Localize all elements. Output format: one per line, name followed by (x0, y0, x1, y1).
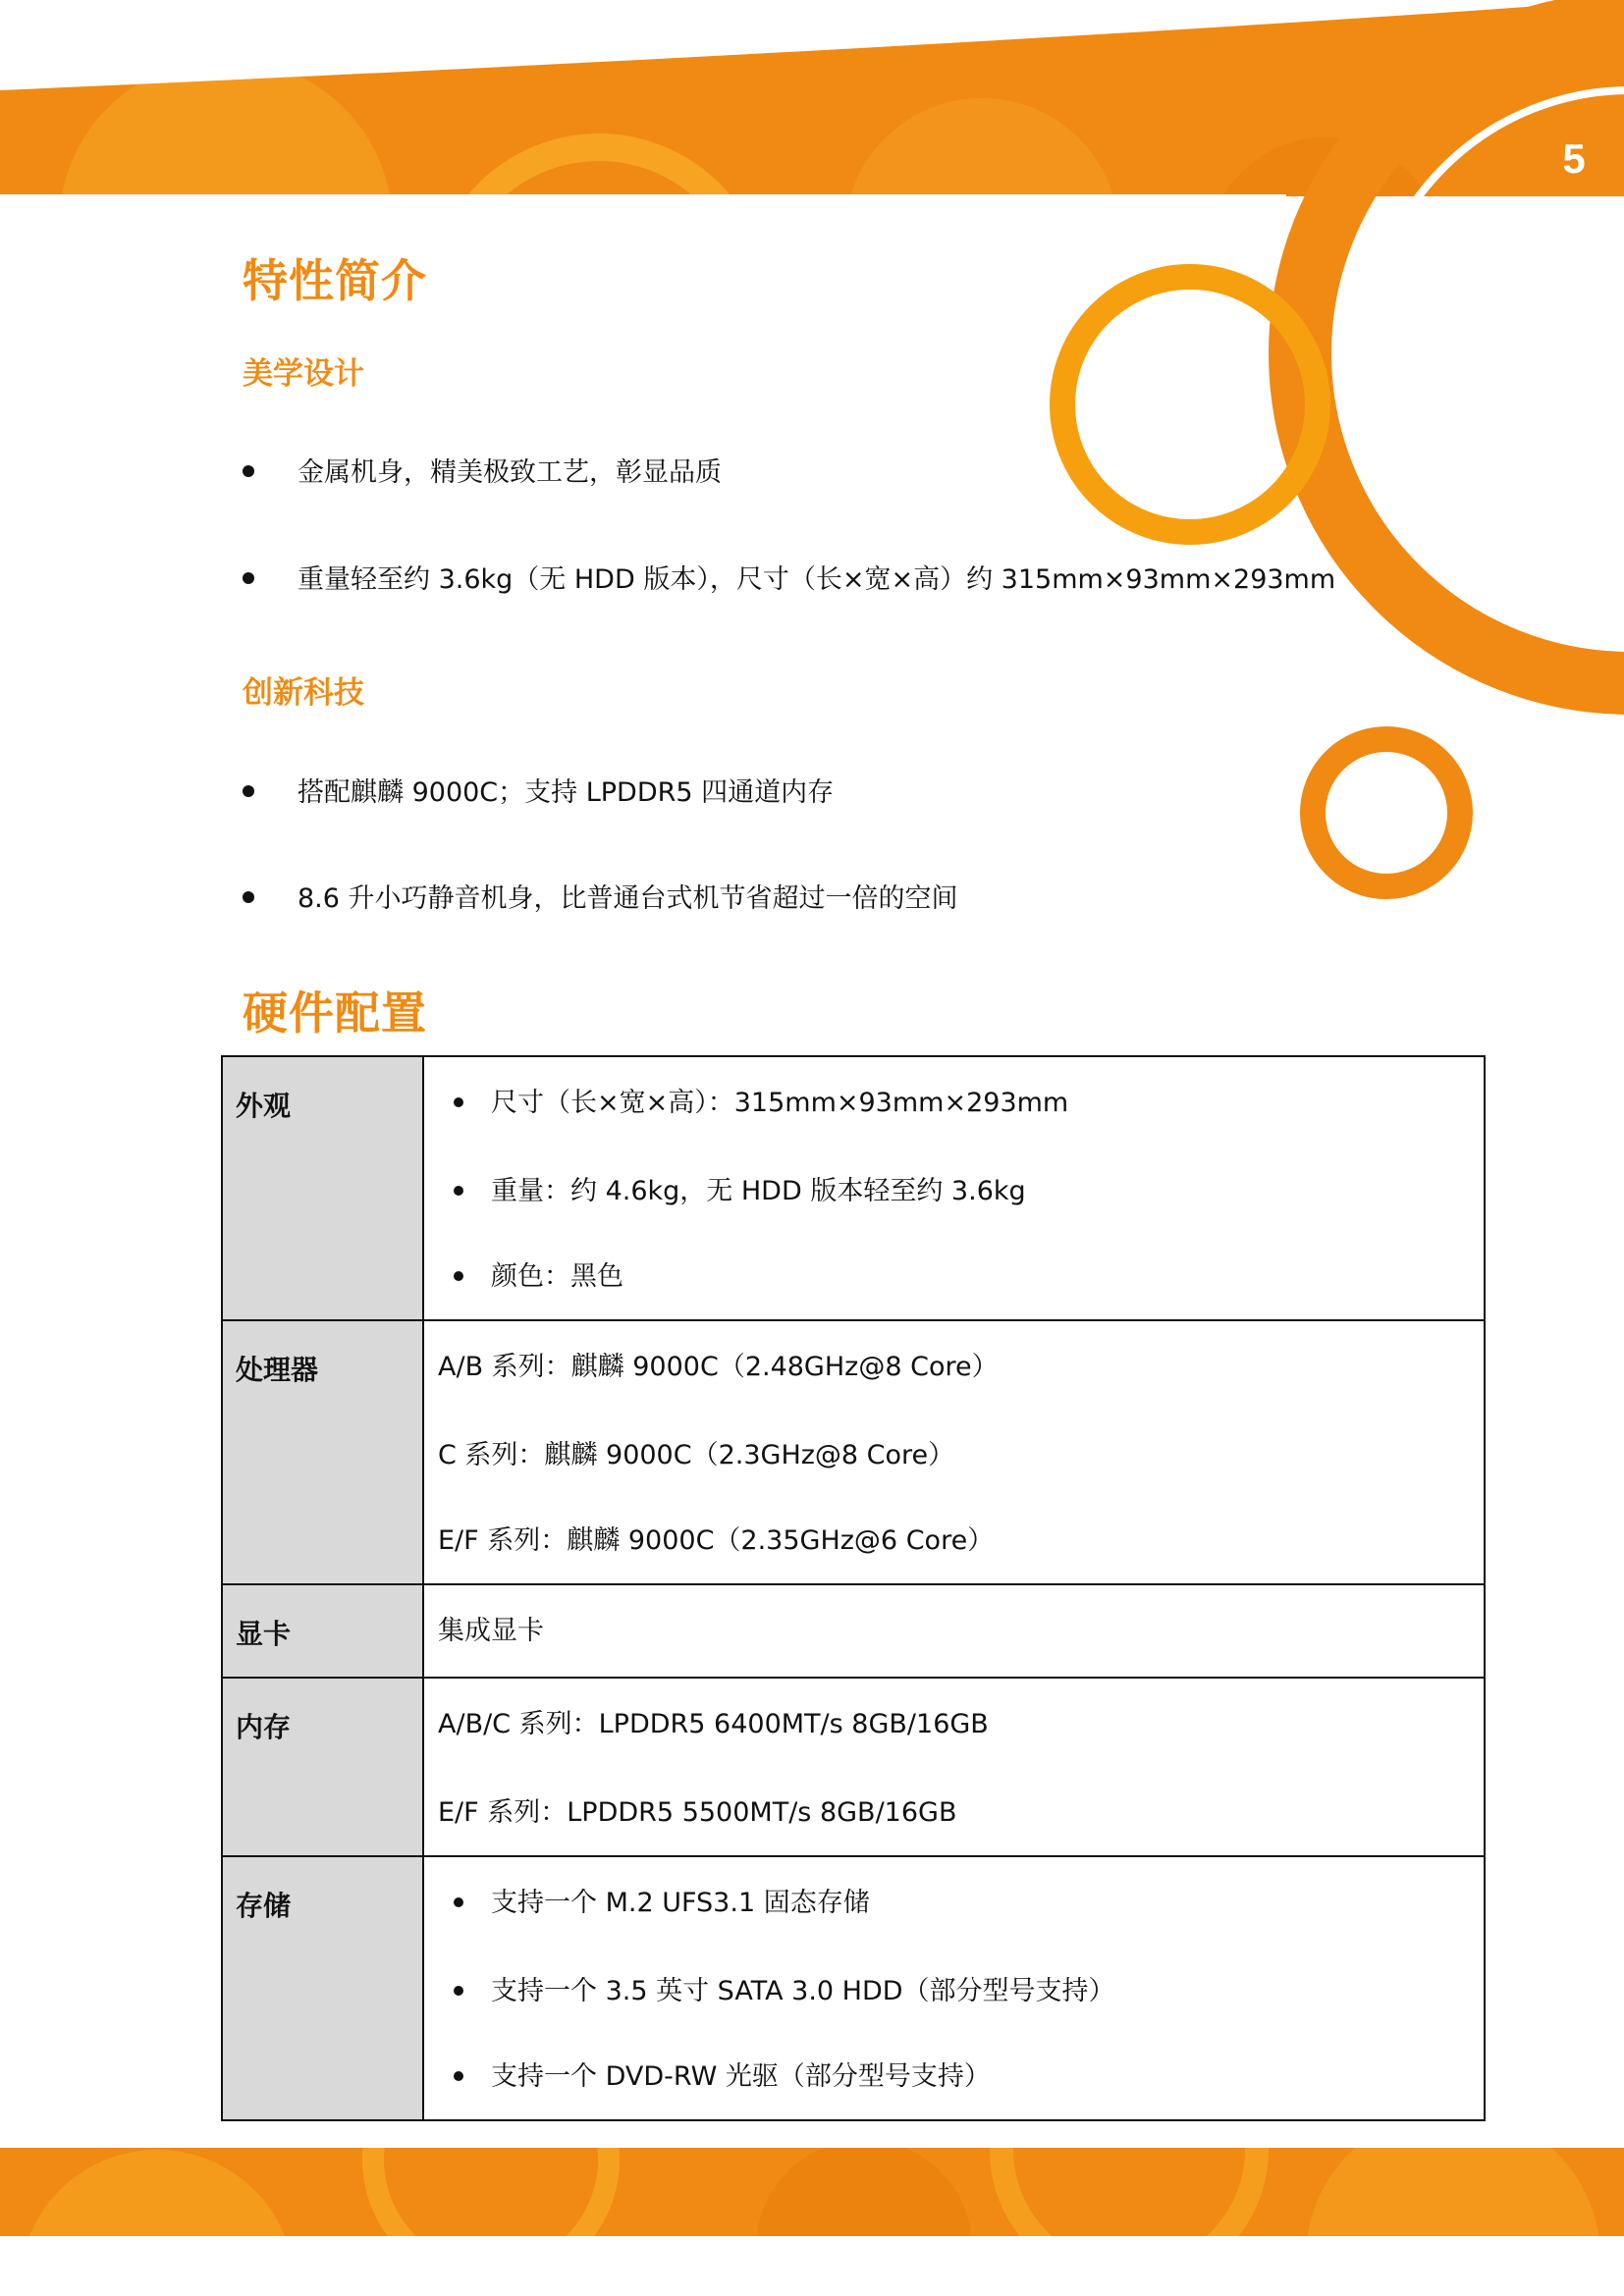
bullet-icon (243, 891, 254, 903)
hardware-spec-table (221, 1055, 1486, 2121)
spec-value (423, 1320, 1485, 1584)
bullet-icon (454, 1186, 463, 1196)
spec-value-line: 支持一个 M.2 UFS3.1 固态存储 (424, 1857, 1484, 1949)
table-row (222, 1856, 1485, 2120)
features-bullet-item: 重量轻至约 3.6kg（无 HDD 版本），尺寸（长×宽×高）约 315mm×93mm×293mm (243, 561, 1335, 600)
bullet-icon (454, 1271, 463, 1281)
hardware-title: 硬件配置 (243, 987, 427, 1040)
page-number: 5 (1562, 135, 1586, 182)
features-bullet-item: 搭配麒麟 9000C；支持 LPDDR5 四通道内存 (243, 774, 834, 813)
spec-value (423, 1678, 1485, 1856)
spec-value-line: 重量：约 4.6kg，无 HDD 版本轻至约 3.6kg (424, 1148, 1484, 1234)
bullet-icon (243, 572, 254, 584)
features-bullet-item: 8.6 升小巧静音机身，比普通台式机节省超过一倍的空间 (243, 880, 958, 919)
features-title: 特性简介 (243, 254, 427, 307)
features-bullet-item: 金属机身，精美极致工艺，彰显品质 (243, 454, 722, 493)
features-subheading-design: 美学设计 (243, 356, 364, 392)
spec-label: 外观 (222, 1056, 423, 1320)
table-row (222, 1056, 1485, 1320)
spec-label: 存储 (222, 1856, 423, 2120)
bullet-icon (243, 785, 254, 797)
spec-value-line: E/F 系列：LPDDR5 5500MT/s 8GB/16GB (438, 1797, 957, 1828)
bullet-icon (454, 1097, 463, 1107)
spec-value-line: 颜色：黑色 (424, 1234, 1484, 1319)
spec-value-line: 支持一个 3.5 英寸 SATA 3.0 HDD（部分型号支持） (424, 1949, 1484, 2034)
table-row (222, 1678, 1485, 1856)
bullet-icon (454, 1986, 463, 1996)
spec-value-line: 集成显卡 (438, 1616, 544, 1646)
table-row (222, 1584, 1485, 1678)
spec-value-line: C 系列：麒麟 9000C（2.3GHz@8 Core） (438, 1440, 955, 1470)
spec-label: 显卡 (222, 1584, 423, 1678)
bullet-icon (454, 1897, 463, 1907)
spec-label: 处理器 (222, 1320, 423, 1584)
bullet-icon (243, 465, 254, 477)
table-row (222, 1320, 1485, 1584)
spec-value-line: 支持一个 DVD-RW 光驱（部分型号支持） (424, 2034, 1484, 2119)
spec-value (423, 1584, 1485, 1678)
bullet-icon (454, 2071, 463, 2081)
spec-value-line: A/B 系列：麒麟 9000C（2.48GHz@8 Core） (438, 1352, 999, 1382)
spec-value-line: A/B/C 系列：LPDDR5 6400MT/s 8GB/16GB (438, 1709, 989, 1739)
spec-label: 内存 (222, 1678, 423, 1856)
spec-value (423, 1056, 1485, 1320)
spec-value-line: E/F 系列：麒麟 9000C（2.35GHz@6 Core） (438, 1525, 995, 1556)
spec-value-line: 尺寸（长×宽×高）：315mm×93mm×293mm (424, 1057, 1484, 1148)
spec-value (423, 1856, 1485, 2120)
features-subheading-tech: 创新科技 (243, 675, 364, 711)
small-ring-decoration (1313, 739, 1460, 886)
